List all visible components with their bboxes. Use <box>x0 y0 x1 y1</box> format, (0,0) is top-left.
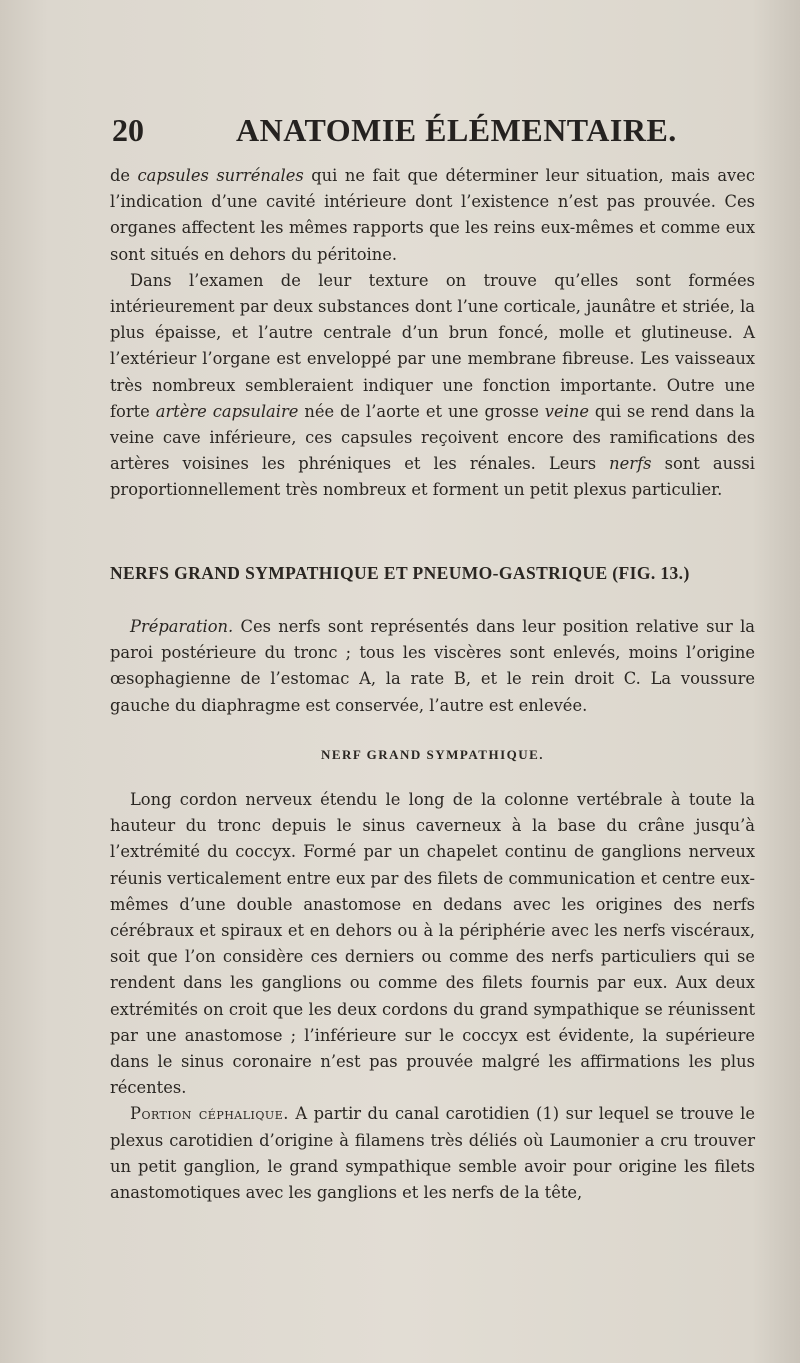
paragraph: Portion céphalique. A partir du canal carotidien (1) sur lequel se trouve le plexus carotidien d’origine à filamens très déliés où Laumonier a cru trouver un petit ganglion, le grand sympathique semble avoir pour origine les filets anastomotiques avec les ganglions et les nerfs de la tête, <box>110 1104 756 1203</box>
section-heading: NERFS GRAND SYMPATHIQUE ET PNEUMO-GASTRIQUE (FIG. 13.) <box>110 563 690 583</box>
italic-term: veine <box>544 401 589 421</box>
italic-term: artère capsulaire <box>155 401 299 421</box>
paragraph: Préparation. Ces nerfs sont représentés dans leur position relative sur la paroi postérieure du tronc ; tous les viscères sont enlevés, moins l’origine œsophagienne de l’estomac A, la rate B, et le rein droit C. La voussure gauche du diaphragme est conservée, l’autre est enlevée. <box>110 617 755 715</box>
page-number: 20 <box>112 112 144 148</box>
smallcaps-label: Portion céphalique. <box>130 1104 289 1124</box>
running-title: ANATOMIE ÉLÉMENTAIRE. <box>236 112 677 148</box>
italic-term: nerfs <box>609 454 652 474</box>
paragraph: Long cordon nerveux étendu le long de la colonne vertébrale à toute la hauteur du tronc depuis le sinus caverneux à la base du crâne jusqu’à l’extrémité du coccyx. Formé par un chapelet continu de ganglions nerveux réunis verticalement entre eux par des filets de communication et centre eux-mêmes d’une double anastomose en dedans avec les origines des nerfs cérébraux et spiraux et en dehors ou à la périphérie avec les nerfs viscéraux, soit que l’on considère ces derniers ou comme des nerfs particuliers qui se rendent dans les ganglions ou comme des filets fournis par eux. Aux deux extrémités on croit que les deux cordons du grand sympathique se réunissent par une anastomose ; l’inférieure sur le coccyx est évidente, la supérieure dans le sinus coronaire n’est pas prouvée malgré les affirmations les plus récentes. <box>110 790 755 1098</box>
page-header <box>112 108 748 158</box>
paragraph: de capsules surrénales qui ne fait que déterminer leur situation, mais avec l’indication d’une cavité intérieure dont l’existence n’est pas prouvée. Ces organes affectent les mêmes rapports que les reins eux-mêmes et comme eux sont situés en dehors du péritoine. <box>110 166 755 264</box>
capsules-text <box>110 163 755 504</box>
paragraph: Dans l’examen de leur texture on trouve qu’elles sont formées intérieurement par deux substances dont l’une corticale, jaunâtre et striée, la plus épaisse, et l’autre centrale d’un brun foncé, molle et glutineuse. A l’extérieur l’organe est enveloppé par une membrane fibreuse. Les vaisseaux très nombreux sembleraient indiquer une fonction importante. Outre une forte artère capsulaire née de l’aorte et une grosse veine qui se rend dans la veine cave inférieure, ces capsules reçoivent encore des ramifications des artères voisines les phréniques et les rénales. Leurs nerfs sont aussi proportionnellement très nombreux et forment un petit plexus particulier. <box>110 270 755 500</box>
preparation-paragraph <box>110 614 755 719</box>
subsection-heading: NERF GRAND SYMPATHIQUE. <box>320 747 545 762</box>
italic-term: capsules surrénales <box>137 166 304 185</box>
italic-label: Préparation. <box>130 617 234 636</box>
sympathique-text <box>110 787 755 1206</box>
